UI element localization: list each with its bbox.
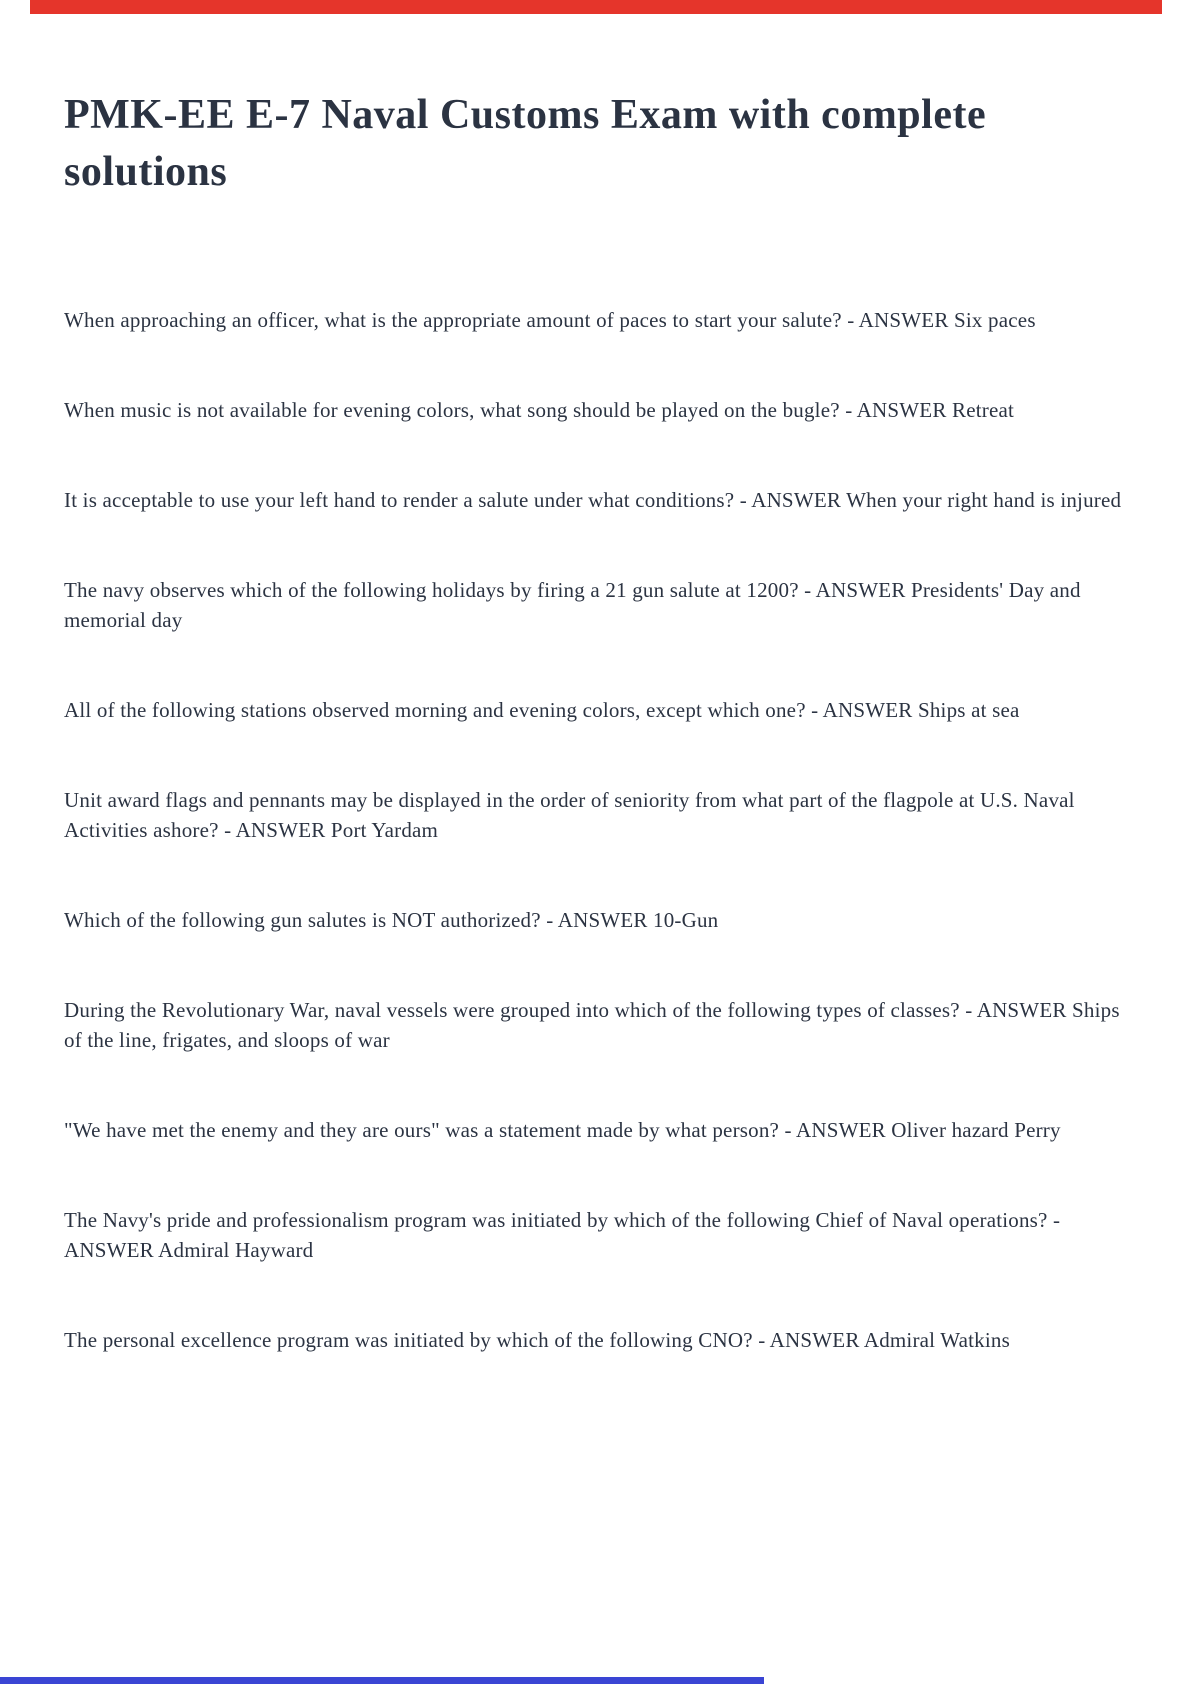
qa-paragraph-1: When approaching an officer, what is the appropriate amount of paces to start your salute? - ANSWER Six paces — [64, 308, 1036, 332]
qa-paragraph-7: Which of the following gun salutes is NOT authorized? - ANSWER 10-Gun — [64, 908, 719, 932]
qa-paragraph-4: The navy observes which of the following holidays by firing a 21 gun salute at 1200? - ANSWER Presidents' Day and memorial day — [64, 578, 1081, 632]
qa-paragraph-6: Unit award flags and pennants may be displayed in the order of seniority from what part of the flagpole at U.S. Naval Activities ashore? - ANSWER Port Yardam — [64, 788, 1075, 842]
bottom-accent-bar — [0, 1677, 764, 1684]
page-title: PMK-EE E-7 Naval Customs Exam with complete solutions — [64, 92, 987, 195]
top-accent-bar — [30, 0, 1162, 14]
qa-paragraph-11: The personal excellence program was initiated by which of the following CNO? - ANSWER Admiral Watkins — [64, 1328, 1010, 1352]
qa-paragraph-10: The Navy's pride and professionalism program was initiated by which of the following Chief of Naval operations? - ANSWER Admiral Hayward — [64, 1208, 1061, 1262]
qa-paragraph-5: All of the following stations observed morning and evening colors, except which one? - ANSWER Ships at sea — [64, 698, 1020, 722]
qa-paragraph-2: When music is not available for evening colors, what song should be played on the bugle? - ANSWER Retreat — [64, 398, 1015, 422]
qa-paragraph-3: It is acceptable to use your left hand to render a salute under what conditions? - ANSWER When your right hand is injured — [64, 488, 1122, 512]
document-content — [0, 87, 1191, 1355]
qa-paragraph-9: "We have met the enemy and they are ours" was a statement made by what person? - ANSWER Oliver hazard Perry — [64, 1118, 1061, 1142]
qa-paragraph-8: During the Revolutionary War, naval vessels were grouped into which of the following types of classes? - ANSWER Ships of the line, frigates, and sloops of war — [64, 998, 1120, 1052]
